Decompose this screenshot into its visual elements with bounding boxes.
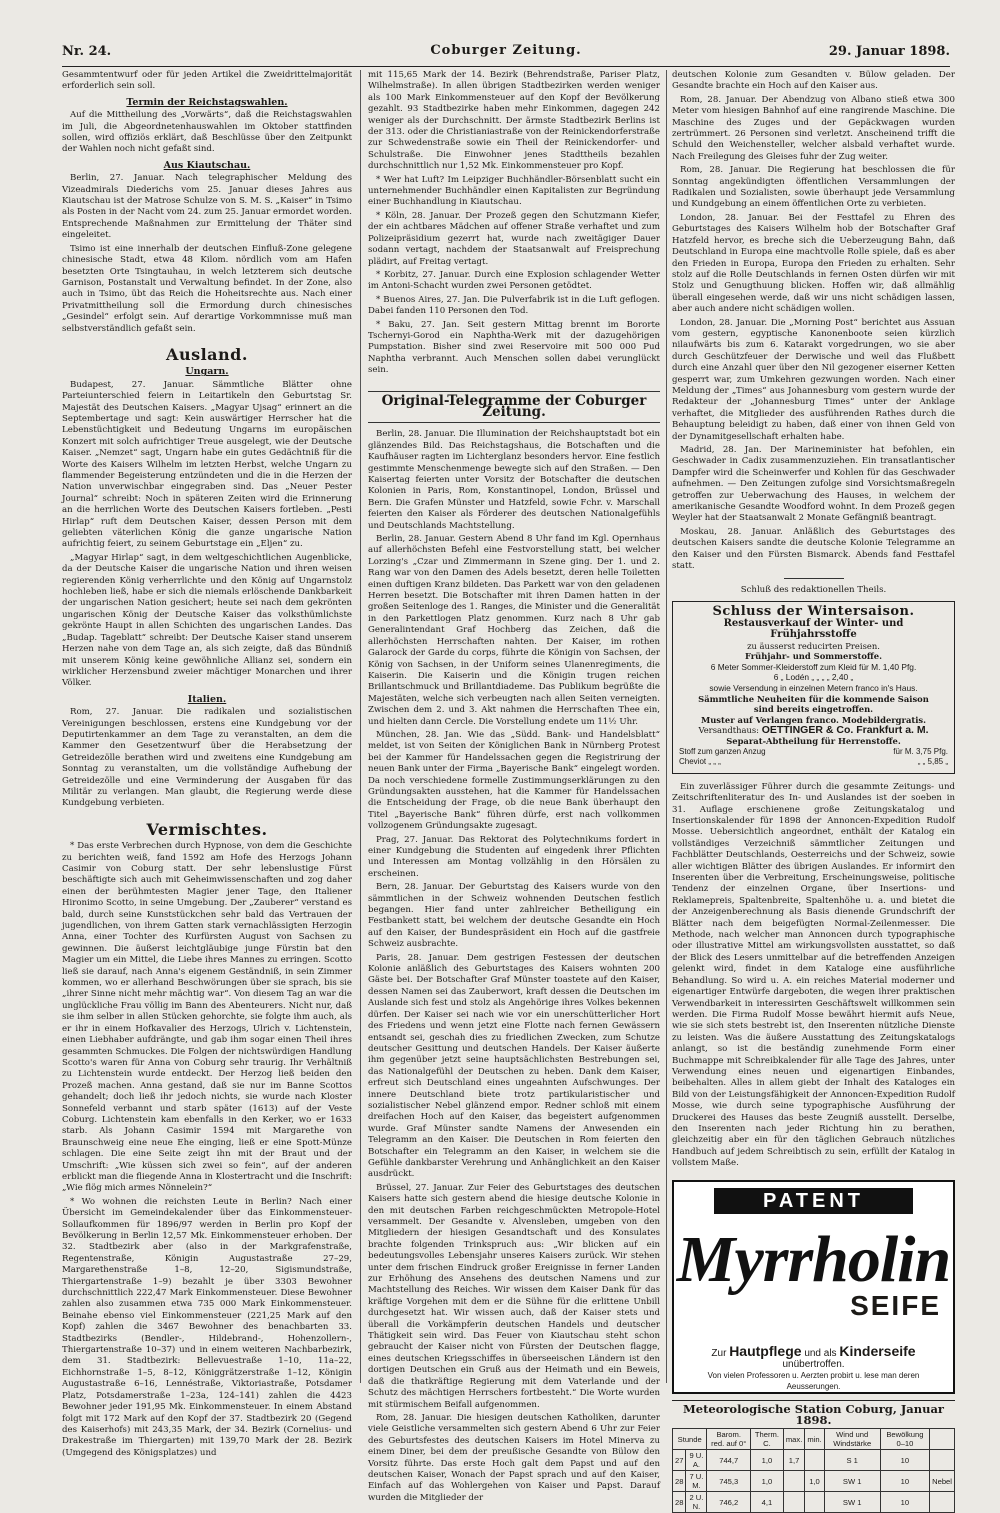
cell-max: 1,7 xyxy=(783,1450,804,1471)
table-row xyxy=(673,1492,955,1513)
article-text: Brüssel, 27. Januar. Zur Feier des Geburtstages des deutschen Kaisers hatte sich gestern abend die hiesige deutsche Kolonie in den mit deutschen Farben reichgeschmückten Metropole-Hotel versammelt. Der Gesandte v. Alvensleben, umgeben von den Mitgliedern der hiesigen Gesandtschaft und des Konsulates brachte folgenden Trinkspruch aus: „Wir blicken auf ein bedeutungsvolles Lebensjahr unseres Kaisers zurück. Wir stehen unter dem frischen Eindruck großer Ereignisse in ferner Landen zur Erhöhung des Ansehens des deutschen Namens und zur Machtstellung des Reiches. Wir wissen dem Kaiser Dank für das kräftige Vorgehen mit dem er die Sühne für die erlittene Unbill durchgesetzt hat. Wir wissen auch, daß der Kaiser stets und überall die Vorkämpferin deutschen Handels und deutscher Thätigkeit sein wird. Das Feuer von Kiautschau steht schon gebraucht der Kaiser nicht von Fürsten der Deutschen flagge, eines deutschen Kriegsschiffes in überseeischen Ländern ist den dortigen Deutschen ein Gruß aus der Heimath und ein Beweis, daß die thatkräftige Regierung mit dem Vaterlande und der Schutz des mächtigen Herrschers fortbesteht.“ Die Worte wurden mit stürmischem Beifall aufgenommen. xyxy=(368,1182,660,1410)
ad-text: Hautpflege xyxy=(729,1342,802,1359)
cell-barometer: 745,3 xyxy=(707,1471,751,1492)
article-heading: Aus Kiautschau. xyxy=(163,159,251,171)
ad-patent-banner: PATENT xyxy=(714,1188,913,1214)
article-text: * Wer hat Luft? Im Leipziger Buchhändler-Börsenblatt sucht ein unternehmender Buchhändler einen Kapitalisten zur Begründung einer Buchhandlung in Kiautschau. xyxy=(368,174,660,208)
ad-text: Stoff zum ganzen Anzug xyxy=(679,746,766,756)
column-rule xyxy=(360,70,361,1383)
ad-text: Zur xyxy=(711,1347,727,1359)
column-1 xyxy=(62,70,352,1458)
article-text: * Baku, 27. Jan. Seit gestern Mittag brennt im Bororte Tschernyi-Gorod ein Naphtha-Werk mit der dazugehörigen Pumpstation. Bisher sind zwei Reservoire mit 500 000 Pud Naphtha verbrannt. Auch Menschen sollen dabei verunglückt sein. xyxy=(368,319,660,376)
ad-text: zu äusserst reducirten Preisen. xyxy=(747,640,880,651)
cell-temperature: 4,1 xyxy=(751,1492,784,1513)
ad-firm: OETTINGER & Co. Frankfurt a. M. xyxy=(761,724,929,737)
article-text: Bern, 28. Januar. Der Geburtstag des Kaisers wurde von den sämmtlichen in der Schweiz wohnenden Deutschen festlich begangen. Hier fand unter zahlreicher Betheiligung ein Festbankett statt, bei welchem der deutsche Gesandte ein Hoch auf den Kaiser, der Bundespräsident ein Hoch auf die gastfreie Schweiz ausbrachte. xyxy=(368,882,660,950)
article-text: * Köln, 28. Januar. Der Prozeß gegen den Schutzmann Kiefer, der ein achtbares Mädchen auf offener Straße verhaftet und zum Polizeipräsidium gezerrt hat, wurde nach zweitägiger Dauer sodann vertagt, nachdem der Staatsanwalt auf Freisprechung plädirt, auf Freitag vertagt. xyxy=(368,210,660,267)
column-2 xyxy=(368,70,660,1503)
cell-time: 2 U. N. xyxy=(686,1492,707,1513)
weather-table xyxy=(672,1428,955,1513)
article-text: Ein zuverlässiger Führer durch die gesammte Zeitungs- und Zeitschriftenliteratur des In- und Auslandes ist der soeben in 31. Auflage erschienene große Zeitungskatalog und Insertionskalender für 1898 der Annoncen-Expedition Rudolf Mosse. Uebersichtlich angeordnet, enthält der Katalog ein vollständiges Verzeichniß sämmtlicher Zeitungen und Fachblätter Deutschlands, Oesterreichs und der Schweiz, sowie aller wichtigen Blätter des übrigen Auslandes. Er informirt den Inserenten über die Verbreitung, Erscheinungsweise, politische Tendenz der einzelnen Organe, über Insertions- und Reklamepreis, Spaltenbreite, Spaltenhöhe u. a. und bietet die der Anzeigenberechnung als Basis dienende Grundschrift der Blätter nach dem beigefügten Normal-Zeilenmesser. Die Methode, nach welcher man Annoncen durch typographische oder illustrative Mittel am wirkungsvollsten ausstattet, so daß der Blick des Lesers unmittelbar auf die betreffenden Anzeigen gelenkt wird, findet in dem Kataloge eine ausführliche Behandlung. So wird u. A. ein reiches Material moderner und eigenartiger Entwürfe dargeboten, die wegen ihrer praktischen Verwendbarkeit in interessirten Geschäftswelt willkommen sein werden. Die Firma Rudolf Mosse bewährt hiermit aufs Neue, wie sie sich stets bestrebt ist, den Inserenten nützliche Dienste zu leisten. Was die äußere Ausstattung des Zeitungskatalogs anlangt, so ist die beständig zunehmende Form einer Buchmappe mit Schreibkalender für alle Tage des Jahres, unter Verwendung eines neuen und eigenartigen Einbandes, beibehalten. Alles in allem giebt der Inhalt des Kataloges ein Bild von der Leistungsfähigkeit der Annoncen-Expedition Rudolf Mosse, wie durch seine typographische Ausführung der Druckerei des Hauses das beste Zeugniß ausstellt. Derselbe, den Inserenten nach jeder Richtung hin zu berathen, gleichzeitig aber ein für den täglichen Gebrauch nützliches Handbuch auf jedem Schreibtisch zu sein, erfüllt der Katalog in vollstem Maße. xyxy=(672,781,955,1169)
cell-temperature: 1,0 xyxy=(751,1450,784,1471)
cell-remark: Nebel xyxy=(930,1471,955,1492)
ad-text: Separat-Abtheilung für Herrenstoffe. xyxy=(726,736,901,746)
article-text: Rom, 28. Januar. Die hiesigen deutschen Katholiken, darunter viele Geistliche versammelten sich gestern Abend 6 Uhr zur Feier des Geburtsfestes des deutschen Kaisers im Hotel Minerva zu einem Diner, bei dem der preußische Gesandte von Bülow den Vorsitz führte. Das erste Hoch galt dem Papst und auf den deutschen Kaiser, Wonach der Papst sprach und auf den Kaiser, Einfach auf das Wohlergehen von Kaiser und Papst. Darauf wurden die Mitglieder der xyxy=(368,1412,660,1503)
advertisement-myrrholin xyxy=(672,1180,955,1394)
ad-brand-name: Myrrholin xyxy=(676,1222,951,1296)
ad-price-row xyxy=(679,757,948,768)
cell-min: 1,0 xyxy=(805,1471,824,1492)
article-text: * Wo wohnen die reichsten Leute in Berlin? Nach einer Übersicht im Gemeindekalender über das Einkommensteuer-Sollaufkommen für 1896/97 werden in Berlin pro Kopf der Bevölkerung in Berlin 12,57 Mk. Einkommensteuer erhoben. Der 32. Stadtbezirk aber (also in der Markgrafenstraße, Regentenstraße, Königin Augustastraße 27–29, Margarethenstraße 1–8, 12–20, Sigismundstraße, Thiergartenstraße 1–9) bezahlt je über 3303 Bewohner durchschnittlich 222,47 Mark Einkommensteuer. Diese Bewohner zahlen also zusammen etwa 735 000 Mark Einkommensteuer. Beinahe ebenso viel Einkommensteuer (221,25 Mark auf den Kopf) zahlen die 3467 Bewohner des benachbarten 33. Stadtbezirks (Bendler-, Hildebrand-, Hohenzollern-, Thiergartenstraße 10–37) und in einem weiteren Nachbarbezirk, dem 31. Stadtbezirk: Bellevuestraße 1–10, 11a–22, Eichhornstraße 1–5, 8–12, Königgrätzerstraße 1–12, Königin Augustastraße 6–16, Lennéstraße, Viktoriastraße, Potsdamer Platz, Potsdamerstraße 1–23a, 124–141) zahlen die 4423 Bewohner jeder 191,95 Mk. Einkommensteuer. In einem Abstand folgt mit 172 Mark auf den Kopf der 37. Stadtbezirk 20 (Gegend des Kaiserhofs) mit 243,35 Mark, der 34. Bezirk (Cornelius- und Drakestraße im Thiergarten) mit 139,70 Mark der 28. Bezirk (Umgegend des Königsplatzes) und xyxy=(62,1196,352,1458)
ad-title: Restausverkauf der Winter- und Frühjahrsstoffe xyxy=(723,618,904,641)
article-text: Berlin, 28. Januar. Gestern Abend 8 Uhr fand im Kgl. Opernhaus auf allerhöchsten Befehl eine Festvorstellung statt, bei welcher Lorzing's „Czar und Zimmermann in Szene ging. Der 1. und 2. Rang war von den Damen des Adels besetzt, deren helle Toiletten einen duftigen Kranz bildeten. Das Parkett war von den geladenen Herren besetzt. Die Botschafter mit ihren Damen hatten in der großen Seitenloge des 1. Ranges, die Minister und die Generalität in den Parkettlogen Platz genommen. Kurz nach 8 Uhr gab Generalintendant Graf Hochberg das Zeichen, daß die allerhöchsten Herrschaften nahten. Der Kaiser, im rothen Galarock der Garde du corps, führte die Königin von Sachsen, der König von Sachsen, in der Uniform seines Ulanenregiments, die Kaiserin. Die Kaiserin und die Königin trugen reichen Brillantschmuck und Brillantdiademe. Das Publikum begrüßte die Majestäten, welche sich verbeugten nach allen Seiten verneigten. Zwischen dem 2. und 3. Akt nahmen die Herrschaften Thee ein, und hielten dann Cercle. Die Vorstellung endete um 11½ Uhr. xyxy=(368,534,660,727)
article-text: Budapest, 27. Januar. Sämmtliche Blätter ohne Parteiunterschied feiern in Leitartikeln den Geburtstag Sr. Majestät des Deutschen Kaisers. „Magyar Ujsag“ erinnert an die Septembertage und sagt: Kein auswärtiger Herrscher hat die Lebenstüchtigkeit und Bedeutung Ungarns im europäischen Konzert mit solch aufrichtiger Treue ausgelegt, wie der Deutsche Kaiser. „Nemzet“ sagt, Ungarn habe ein gutes Gedächtniß für die Worte des Kaisers Wilhelm im letzten Herbst, welche Ungarn zu flammender Begeisterung entzündeten und die in die Herzen der Nation unverwischbar eingegraben sind. Das „Neuer Pester Journal“ schreibt: Noch in späteren Zeiten wird die Erinnerung an die herrlichen Worte des Deutschen Kaisers fortleben. „Pesti Hirlap“ ruft dem Deutschen Kaiser, dessen Person mit dem geliebten väterlichen König die ganze ungarische Nation aufrichtig feiert, zu seinem Geburtstage ein „Eljen“ zu. xyxy=(62,379,352,550)
section-heading: Original-Telegramme der Coburger Zeitung. xyxy=(368,391,660,424)
cell-barometer: 746,2 xyxy=(707,1492,751,1513)
table-row xyxy=(673,1450,955,1471)
ad-footnote: Von vielen Professoren u. Aerzten probirt u. lese man deren Aeusserungen. xyxy=(707,1370,920,1391)
column-3 xyxy=(672,70,955,1512)
column-header: Barom. red. auf 0° xyxy=(707,1429,751,1450)
ad-text: und als xyxy=(804,1347,837,1359)
issue-date: 29. Januar 1898. xyxy=(828,44,950,59)
column-header: Therm. C. xyxy=(751,1429,784,1450)
article-text: London, 28. Januar. Die „Morning Post“ berichtet aus Assuan vom gestern, egyptische Kanonenboote seien kürzlich nilaufwärts bis zum 6. Katarakt vorgedrungen, wo sie aber durch Geschützfeuer der Derwische und weil das Flußbett durch eine Anzahl quer über den Nil gezogener eiserner Ketten gesperrt war, zum Umkehren gezwungen worden. Nach einer Meldung der „Times“ aus Johannesburg vom gestern wurde der Redakteur der „Johannesburg Times“ unter der Anklage verhaftet, die Mitglieder des ausführenden Rathes durch die Behauptung beleidigt zu haben, daß einer von ihnen Geld von der Dynamitgesellschaft erhalten habe. xyxy=(672,317,955,442)
ad-text: Versandthaus: xyxy=(698,725,760,736)
column-header xyxy=(930,1429,955,1450)
masthead xyxy=(62,40,950,67)
table-header-row xyxy=(673,1429,955,1450)
newspaper-title: Coburger Zeitung. xyxy=(430,43,582,58)
article-text: Rom, 28. Januar. Die Regierung hat beschlossen die für Sonntag angekündigten öffentlichen Versammlungen der Radikalen und Sozialisten, sowie überhaupt jede Versammlung und Kundgebung an einem öffentlichen Orte zu verbieten. xyxy=(672,165,955,210)
ad-text: Frühjahr- und Sommerstoffe. xyxy=(744,651,883,662)
article-text: London, 28. Januar. Bei der Festtafel zu Ehren des Geburtstages des Kaisers Wilhelm hob der Botschafter Graf Hatzfeld hervor, es breche sich die Ueberzeugung Bahn, daß Deutschland in Europa eine machtvolle Rolle spiele, daß es aber den Frieden in Europa, Europa den Frieden zu erhalten. Sehr stolz auf die Rolle Deutschlands in fernen Osten dürfen wir mit Stolz und Genugthuung blicken. Hoffen wir, daß allmählig überall eingesehen werde, daß wir uns nicht schädigen lassen, aber auch andere nicht schädigen wollen. xyxy=(672,212,955,315)
ad-text: Sämmtliche Neuheiten für die kommende Saison xyxy=(698,693,929,704)
ad-price-row xyxy=(679,747,948,758)
ad-text: Muster auf Verlangen franco. Modebildergratis. xyxy=(700,714,927,725)
article-text: Prag, 27. Januar. Das Rektorat des Polytechnikums fordert in einer Kundgebung die Studenten auf eingedenk ihrer Pflichten und Interessen am Montag vollzählig in den Hörsälen zu erscheinen. xyxy=(368,834,660,879)
article-heading: Italien. xyxy=(187,693,227,705)
ad-headline: Schluss der Wintersaison. xyxy=(712,603,915,619)
ad-text: Cheviot „ „ „ xyxy=(679,757,721,767)
table-row xyxy=(673,1471,955,1492)
column-rule xyxy=(666,70,667,1383)
article-text: deutschen Kolonie zum Gesandten v. Bülow geladen. Der Gesandte brachte ein Hoch auf den Kaiser aus. xyxy=(672,70,955,92)
article-text: München, 28. Jan. Wie das „Südd. Bank- und Handelsblatt“ meldet, ist von Seiten der Königlichen Bank in Nürnberg Protest bei der Kammer für Handelssachen gegen die Registrirung der neuen Bank unter der Firma „Bayerische Bank“ eingelegt worden. Da noch verschiedene formelle Zustimmungserklärungen zu den Gründungsakten ausstehen, hat die Kammer für Handelssachen die Entscheidung der Frage, ob die neue Bank überhaupt den Titel „Bayerische Bank“ führen dürfe, erst nach vollkommen vollzogenem Gründungsakte zugesagt. xyxy=(368,729,660,832)
article-text: Moskau, 28. Januar. Anläßlich des Geburtstages des deutschen Kaisers sandte die deutsche Kolonie Telegramme an den Kaiser und den Fürsten Bismarck. Abends fand Festtafel statt. xyxy=(672,526,955,572)
advertisement-oettinger xyxy=(672,601,955,774)
article-text: Berlin, 27. Januar. Nach telegraphischer Meldung des Vizeadmirals Diederichs vom 25. Januar dieses Jahres aus Kiautschau ist der Matrose Schulze von S. M. S. „Kaiser“ in Tsimo als Posten in der Nacht vom 24. zum 25. Januar ermordet worden. Entsprechende Maßnahmen zur Ermittelung der Thäter sind eingeleitet. xyxy=(62,173,352,241)
column-header: Stunde xyxy=(673,1429,707,1450)
column-header: min. xyxy=(805,1429,824,1450)
ad-text: Kinderseife xyxy=(839,1342,916,1359)
article-text: „Magyar Hirlap“ sagt, in dem weltgeschichtlichen Augenblicke, da der Deutsche Kaiser die ungarische Nation und ihren weisen regierenden König verherrlichte und den König auf Ungarnstolz hochleben ließ, habe er sich die niemals erlöschende Dankbarkeit der ungarischen Nation gesichert; heute sei nach dem gekrönten ungarischen König der Deutsche Kaiser das volksthümlichste gekrönte Haupt in allen Schichten des ungarischen Landes. Das „Budap. Tageblatt“ schreibt: Der Deutsche Kaiser stand unserem Herzen nahe von dem Tage an, als sich zeigte, daß das Bündniß mit unserem König keine gewöhnliche Allianz sei, sondern ein wirklicher Herzensbund zweier mächtiger Monarchen und ihrer Völker. xyxy=(62,552,352,689)
cell-min xyxy=(805,1492,824,1513)
ad-text: „ „ 5,85 „ xyxy=(917,757,948,767)
section-heading: Vermischtes. xyxy=(146,819,268,839)
cell-cloud: 10 xyxy=(880,1471,929,1492)
article-text: Gesammtentwurf oder für jeden Artikel die Zweidrittelmajorität erforderlich sein soll. xyxy=(62,70,352,92)
cell-remark xyxy=(930,1492,955,1513)
article-text: * Korbitz, 27. Januar. Durch eine Explosion schlagender Wetter im Antoni-Schacht wurden zwei Personen getödtet. xyxy=(368,269,660,292)
cell-day: 27 xyxy=(673,1450,686,1471)
cell-barometer: 744,7 xyxy=(707,1450,751,1471)
cell-max xyxy=(783,1492,804,1513)
article-text: Madrid, 28. Jan. Der Marineminister hat befohlen, ein Geschwader in Cadix zusammenzuziehen. Ein transatlantischer Dampfer wird die Scheinwerfer und Kohlen für das Geschwader aufnehmen. — Den Zeitungen zufolge sind Vorsichtsmaßregeln getroffen zur Ueberwachung des Hauses, in welchem der amerikanische Gesandte Woodford wohnt. In dem Prozeß gegen Weyler hat der Staatsanwalt 2 Monate Gefängniß beantragt. xyxy=(672,445,955,524)
article-text: Tsimo ist eine innerhalb der deutschen Einfluß-Zone gelegene chinesische Stadt, etwa 48 Kilom. nördlich vom am Hafen besetzten Orte Tsingtauhau, in welch letzterem sich deutsche Garnison, Postanstalt und Verwaltung befindet. In der Zone, also auch in Tsimo, übt das Reich die Hoheitsrechte aus. Nach einer Privatmittheilung soll die Ermordung durch chinesisches „Gesindel“ erfolgt sein. Auf derartige Vorkommnisse muß man selbstverständlich gefaßt sein. xyxy=(62,243,352,334)
section-heading: Ausland. xyxy=(166,344,248,364)
cell-day: 28 xyxy=(673,1471,686,1492)
cell-cloud: 10 xyxy=(880,1450,929,1471)
ad-claim xyxy=(680,1342,947,1371)
article-text: Auf die Mittheilung des „Vorwärts“, daß die Reichstagswahlen im Juli, die Abgeordnetenhauswahlen im Oktober stattfinden sollen, wird offiziös erklärt, daß Beschlüsse über den Zeitpunkt der Wahlen noch nicht gefaßt sind. xyxy=(62,110,352,155)
ad-product-word: SEIFE xyxy=(850,1289,941,1321)
cell-cloud: 10 xyxy=(880,1492,929,1513)
cell-day: 28 xyxy=(673,1492,686,1513)
column-header: Wind und Windstärke xyxy=(824,1429,880,1450)
cell-time: 7 U. M. xyxy=(686,1471,707,1492)
article-heading: Termin der Reichstagswahlen. xyxy=(126,96,288,108)
ad-firm-line xyxy=(679,725,948,736)
cell-time: 9 U. A. xyxy=(686,1450,707,1471)
article-text: Berlin, 28. Januar. Die Illumination der Reichshauptstadt bot ein glänzendes Bild. Das Reichstagshaus, die Botschaften und die Kaufhäuser ragten im Lichterglanz besonders hervor. Eine festlich gestimmte Menschenmenge bewegte sich auf den Straßen. — Den Kaisertag feierten unter Vorsitz der Botschafter die deutschen Kolonien in Paris, Rom, Konstantinopel, London, Brüssel und Bern. Die Grafen Münster und Hatzfeld, sowie Fchr. v. Marschall feierten den Kaiser als Förderer des deutschen Nationalgefühls und Deutschlands Machtstellung. xyxy=(368,429,660,531)
column-header: Bewölkung 0–10 xyxy=(880,1429,929,1450)
divider xyxy=(784,578,844,579)
cell-temperature: 1,0 xyxy=(751,1471,784,1492)
ad-text: sowie Versendung in einzelnen Metern franco in's Haus. xyxy=(709,683,918,694)
article-text: Rom, 27. Januar. Die radikalen und sozialistischen Vereinigungen beschlossen, erstens eine Kundgebung vor der Deputirtenkammer an dem Tage zu veranstalten, an dem die Kammer den Gesetzentwurf über die Herabsetzung der Getreidezölle berathen wird und zweitens eine Kundgebung am Sonntag zu veranstalten, um die vollständige Aufhebung der Getreidezölle und eine Verminderung der Ausgaben für das Militär zu verlangen. Man glaubt, die Regierung werde diese Kundgebung verbieten. xyxy=(62,707,352,809)
article-text: * Buenos Aires, 27. Jan. Die Pulverfabrik ist in die Luft geflogen. Dabei fanden 110 Personen den Tod. xyxy=(368,294,660,317)
article-text: * Das erste Verbrechen durch Hypnose, von dem die Geschichte zu berichten weiß, fand 1592 am Hofe des Herzogs Johann Casimir von Coburg statt. Der sehr lebenslustige Fürst beschäftigte sich auch mit Geheimwissenschaften und zog daher einen der berühmtesten Magier jener Tage, den Italiener Hironimo Scotto, in seine Umgebung. Der „Zauberer“ verstand es bald, durch seine Kunststückchen sehr bald das Vertrauen der jugendlichen, von ihrem Gatten stark vernachlässigten Herzogin Anna, einer Tochter des Kurfürsten August von Sachsen zu gewinnen. Die äußerst leichtgläubige junge Fürstin bat den Magier um ein Mittel, die Liebe ihres Mannes zu erringen. Scotto ließ sie darauf, nach Anna's eigenem Geständniß, in sein Zimmer kommen, wo er allerhand Beschwörungen über sie sprach, bis sie „ihrer Sinne nicht mehr mächtig war“. Von diesem Tag an war die unglückliche Frau völlig im Bann des Abenteurers. Nicht nur, daß sie ihm selber in allen Stücken gehorchte, sie folgte ihm auch, als er ihr in einem Hofkavalier des Herzogs, Ulrich v. Lichtenstein, einen Liebhaber aufdrängte, und gab ihm sogar einen Theil ihres gesammten Schmuckes. Die Folgen der nichtswürdigen Handlung Scotto's waren für Anna von Coburg sehr traurig. Ihr Verhältniß zu Lichtenstein wurde entdeckt. Der Herzog ließ beiden den Prozeß machen. Anna gestand, daß sie nur im Banne Scottos gehandelt; doch ließ ihr jedoch nichts, sie wurde nach Kloster Sonnefeld verbannt und starb später (1613) auf der Veste Coburg. Lichtenstein kam ebenfalls in den Kerker, wo er 1633 starb. Als Johann Casimir 1594 mit Margarethe von Braunschweig eine neue Ehe einging, ließ er eine Spott-Münze schlagen. Die eine Seite zeigt ihn mit der Braut und der Umschrift: „Wie küssen sich zwei so fein“, auf der anderen erblickt man die fliegende Anna in Klostertracht und die Inschrift: „Wie flög mich armes Nönnelein?“ xyxy=(62,841,352,1194)
cell-wind: S 1 xyxy=(824,1450,880,1471)
ad-text: unübertroffen. xyxy=(782,1359,845,1370)
weather-station-title: Meteorologische Station Coburg, Januar 1898. xyxy=(672,1400,955,1427)
issue-number: Nr. 24. xyxy=(62,44,112,59)
article-text: Rom, 28. Januar. Der Abendzug von Albano stieß etwa 300 Meter vom hiesigen Bahnhof auf eine rangirende Maschine. Die Maschine des Zuges und der Gepäckwagen wurden zertrümmert. 26 Personen sind verletzt. Anscheinend trifft die Schuld den Weichensteller, welcher alsbald verhaftet wurde. Nach Freilegung des Gleises fuhr der Zug weiter. xyxy=(672,94,955,162)
editorial-end-note: Schluß des redaktionellen Theils. xyxy=(740,585,887,596)
ad-text: sind bereits eingetroffen. xyxy=(753,704,874,715)
cell-max xyxy=(783,1471,804,1492)
ad-text: 6 „ Lodén „ „ „ „ 2,40 „ xyxy=(773,672,854,683)
cell-min xyxy=(805,1450,824,1471)
article-heading: Ungarn. xyxy=(185,366,229,378)
column-header: max. xyxy=(783,1429,804,1450)
ad-text: für M. 3,75 Pfg. xyxy=(893,746,948,756)
article-text: Paris, 28. Januar. Dem gestrigen Festessen der deutschen Kolonie anläßlich des Geburtstages des Kaisers wohnten 200 Gäste bei. Der Botschafter Graf Münster toastete auf den Kaiser, dessen Namen sei das Zauberwort, kraft dessen die Deutschen im Auslande sich fest und stolz als Angehörige ihres Volkes bekennen dürfen. Der Kaiser sei nach wie vor ein unerschütterlicher Hort des Friedens und wenn jetzt eine Flotte nach fernen Gewässern entsandt sei, geschah dies zu friedlichen Zwecken, zum Schutze deutscher Gesittung und deutschen Handels. Der Kaiser äußerte ihm gegenüber jetzt seine hauptsächlichsten Bestrebungen sei, das Nationalgefühl der Deutschen zu heben. Dank dem Kaiser, erfreut sich Deutschland eines ungeahnten Aufschwunges. Der innere Deutschland biete trotz partikularistischer und sozialistischer Nebel glänzend empor. Redner schloß mit einem dreifachen Hoch auf den Kaiser, das begeistert aufgenommen wurde. Graf Münster sandte Namens der Anwesenden ein Telegramm an den Kaiser. Die Deutschen in Rom feierten den Botschafter ein Telegramm an den Kaiser, in welchem sie die Gefühle dankbarster Verehrung und Anhänglichkeit an den Kaiser ausdrückt. xyxy=(368,952,660,1180)
cell-wind: SW 1 xyxy=(824,1471,880,1492)
cell-remark xyxy=(930,1450,955,1471)
article-text: mit 115,65 Mark der 14. Bezirk (Behrendstraße, Pariser Platz, Wilhelmstraße). In allen übrigen Stadtbezirken werden weniger als 100 Mark Einkommensteuer auf den Kopf der Bevölkerung gezahlt. 93 Stadtbezirke haben mehr Einkommen, dagegen 242 weniger als der Durchschnitt. Der ärmste Stadtbezirk Berlins ist der 313. oder die Christianiastraße von der Reinickendorferstraße zur Schwedenstraße sowie ein Theil der Reinickendorfer- und Schulstraße. Die Einwohner jenes Stadttheils bezahlen durchschnittlich nur 1,52 Mk. Einkommensteuer pro Kopf. xyxy=(368,70,660,172)
ad-text: 6 Meter Sommer-Kleiderstoff zum Kleid für M. 1,40 Pfg. xyxy=(710,661,917,672)
cell-wind: SW 1 xyxy=(824,1492,880,1513)
